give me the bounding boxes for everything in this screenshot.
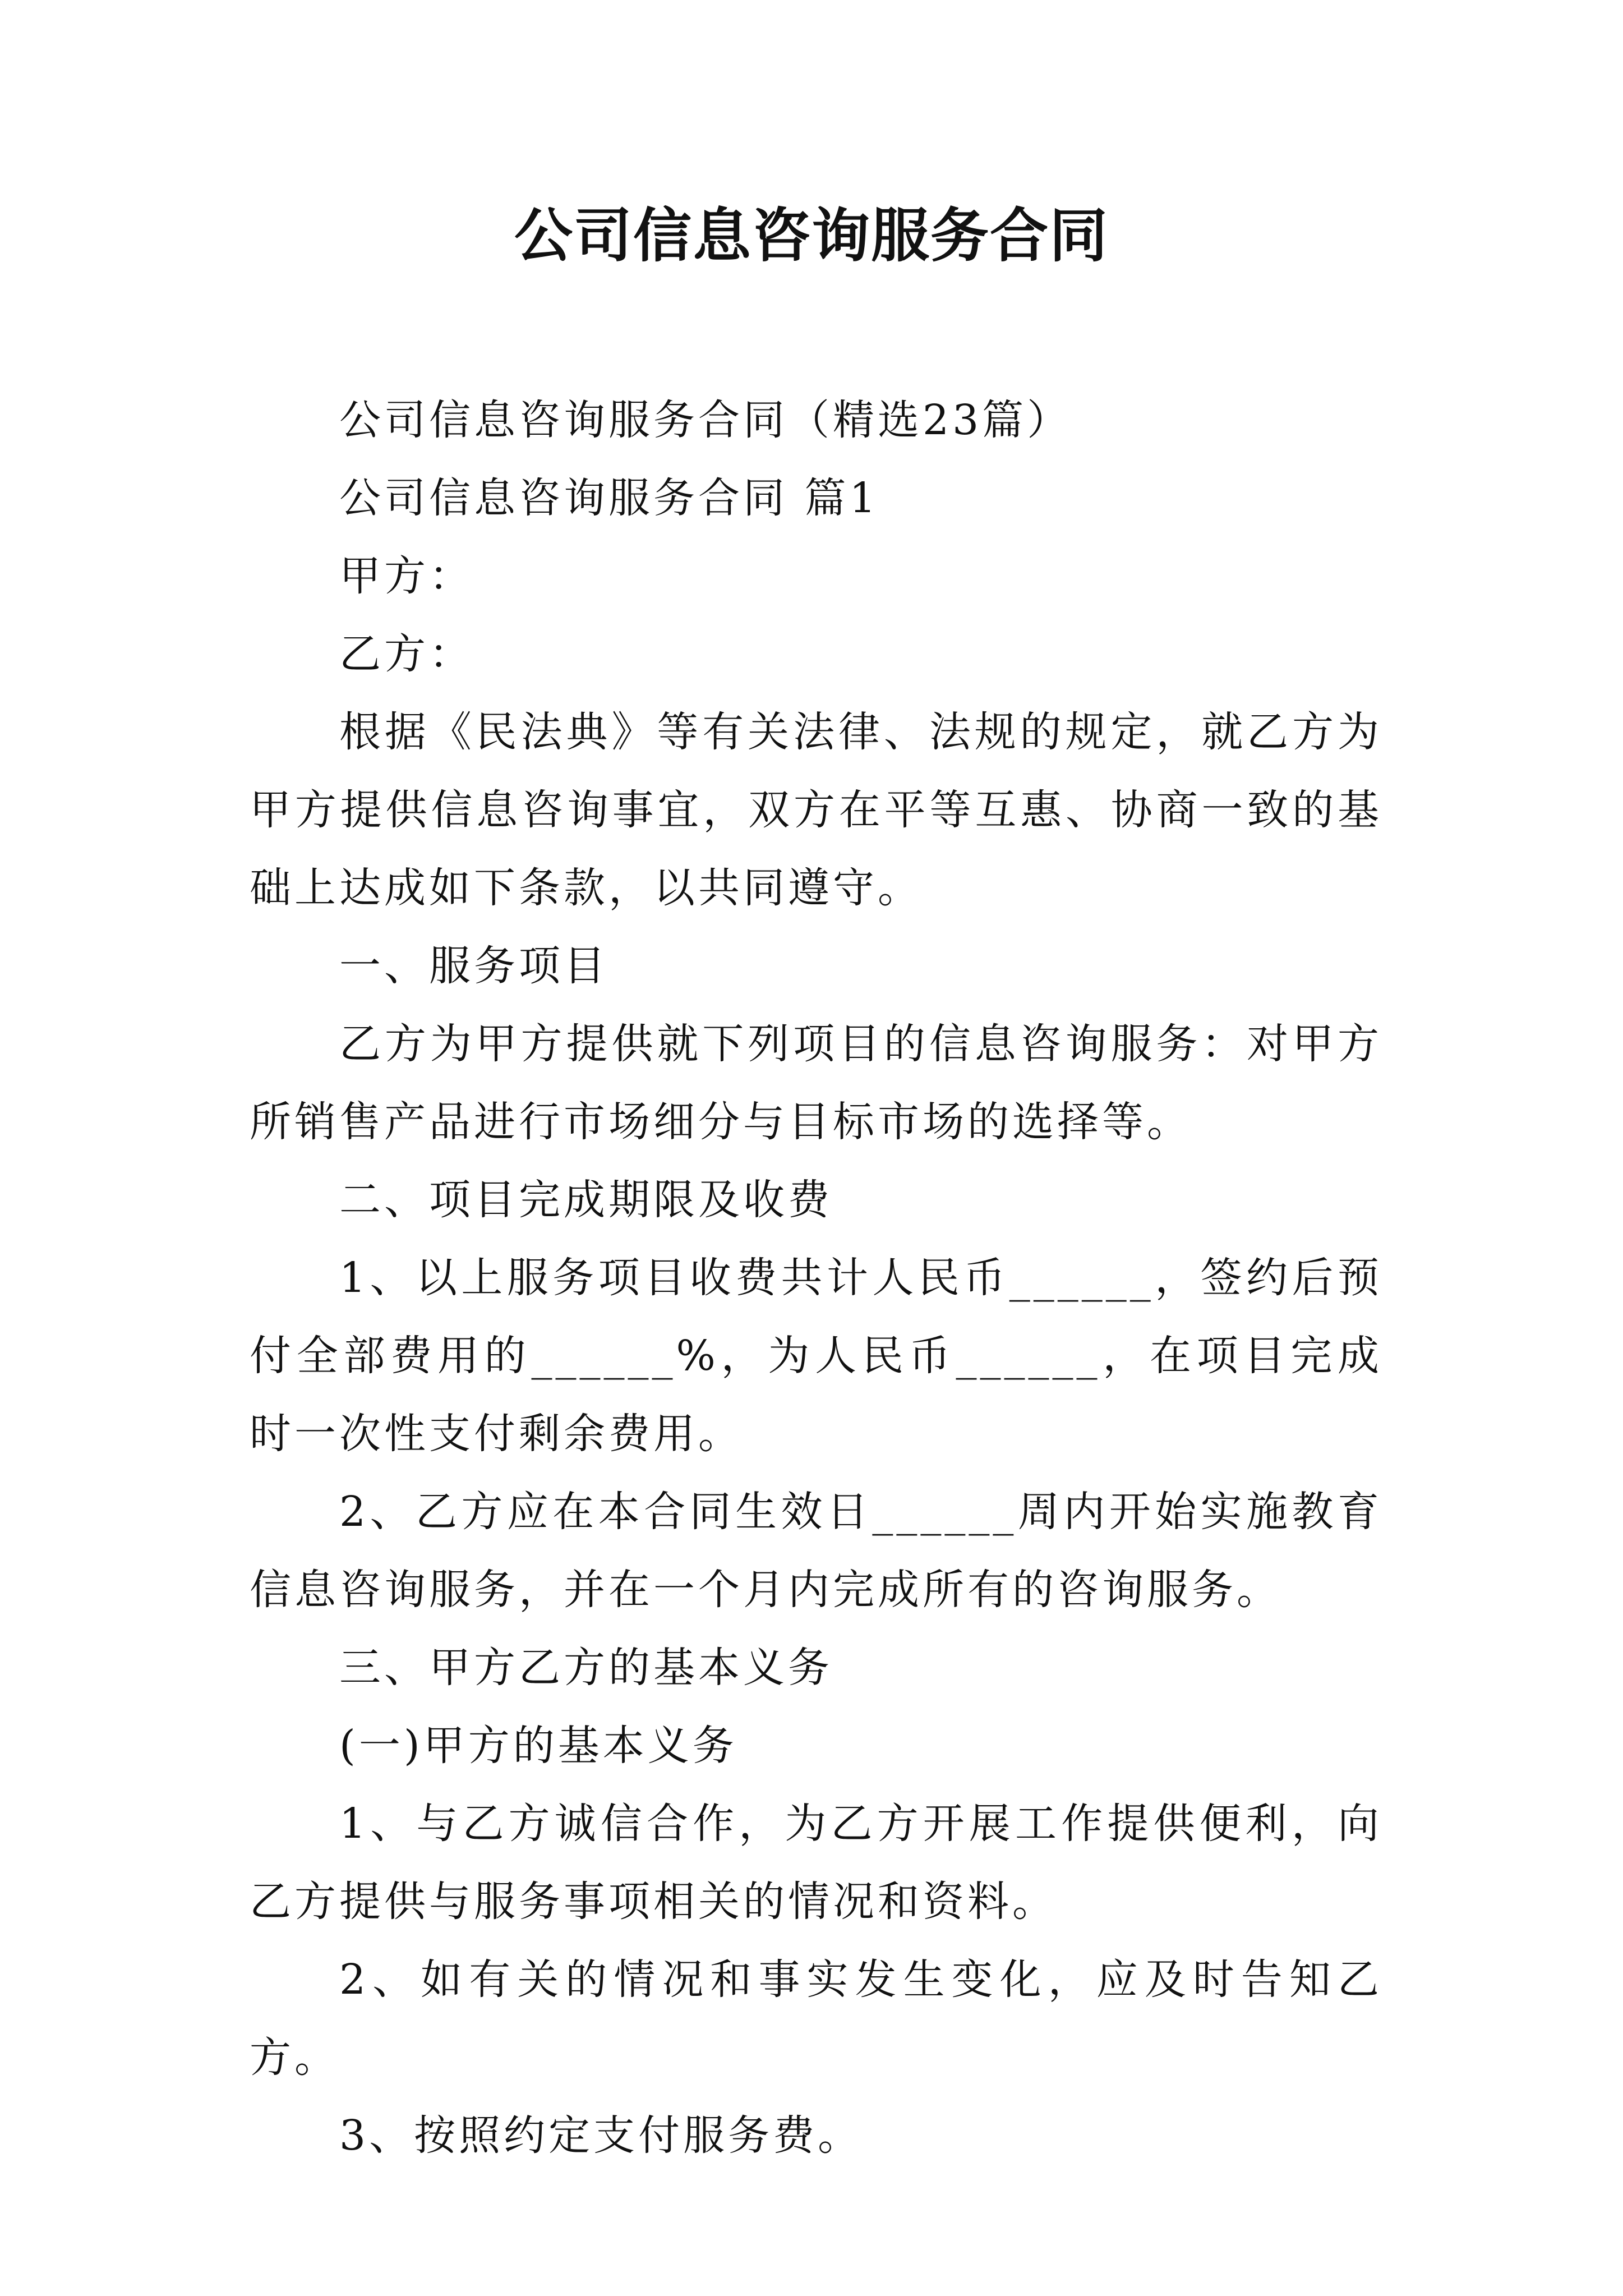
paragraph-obligation-2: 2、如有关的情况和事实发生变化，应及时告知乙方。 bbox=[250, 1955, 1382, 2082]
paragraph-heading-obligations: 三、甲方乙方的基本义务 bbox=[339, 1644, 833, 1692]
paragraph-party-a: 甲方： bbox=[339, 552, 474, 600]
paragraph-subheading-party-a-obligations: (一)甲方的基本义务 bbox=[339, 1722, 737, 1770]
document-title: 公司信息咨询服务合同 bbox=[514, 201, 1109, 270]
paragraph-schedule-clause: 2、乙方应在本合同生效日______周内开始实施教育信息咨询服务，并在一个月内完成所有的咨询服务。 bbox=[250, 1488, 1382, 1614]
paragraph-subtitle: 公司信息咨询服务合同（精选23篇） bbox=[339, 396, 1072, 444]
paragraph-section-heading: 公司信息咨询服务合同 篇1 bbox=[339, 474, 879, 522]
paragraph-preamble: 根据《民法典》等有关法律、法规的规定，就乙方为甲方提供信息咨询事宜，双方在平等互惠、协商一致的基础上达成如下条款，以共同遵守。 bbox=[250, 708, 1382, 912]
paragraph-obligation-1: 1、与乙方诚信合作，为乙方开展工作提供便利，向乙方提供与服务事项相关的情况和资料。 bbox=[250, 1800, 1382, 1926]
paragraph-heading-term-fee: 二、项目完成期限及收费 bbox=[339, 1176, 833, 1224]
paragraph-service-items: 乙方为甲方提供就下列项目的信息咨询服务：对甲方所销售产品进行市场细分与目标市场的选择等。 bbox=[250, 1020, 1382, 1146]
paragraph-party-b: 乙方： bbox=[339, 630, 474, 678]
paragraph-obligation-3: 3、按照约定支付服务费。 bbox=[339, 2111, 863, 2160]
paragraph-fee-clause: 1、以上服务项目收费共计人民币______，签约后预付全部费用的______%，为人民币______，在项目完成时一次性支付剩余费用。 bbox=[250, 1254, 1382, 1458]
paragraph-heading-service-items: 一、服务项目 bbox=[339, 942, 608, 990]
document-body bbox=[250, 381, 1382, 2175]
